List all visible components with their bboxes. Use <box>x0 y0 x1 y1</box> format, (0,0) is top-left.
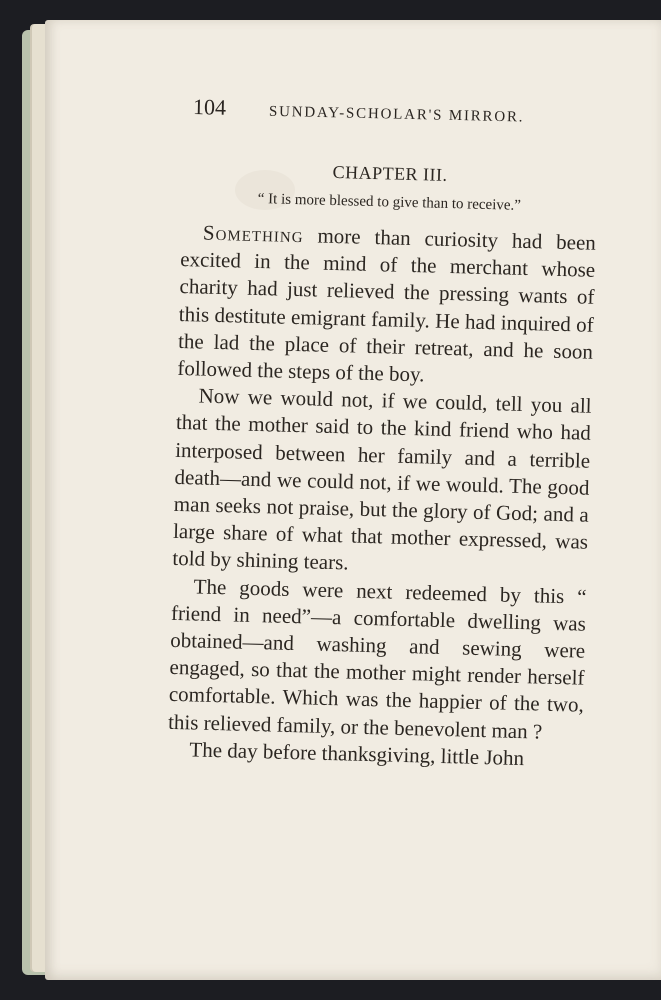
paragraph-4: The day before thanksgiving, little John <box>189 737 525 770</box>
body-text <box>167 155 598 774</box>
book-page <box>45 20 661 980</box>
paragraph-1 <box>177 219 596 393</box>
page-number: 104 <box>192 94 227 120</box>
paragraph-3: The goods were next redeemed by this “ friend in need”—a comfortable dwelling was obtained—and washing and sewing were engaged, so that the mother might render herself comfortable. Which was the happier of the two, this relieved family, or the benevolent man ? <box>167 574 587 744</box>
running-title: SUNDAY-SCHOLAR'S MIRROR. <box>268 103 525 126</box>
paragraph-2: Now we would not, if we could, tell you all that the mother said to the kind friend who had interposed between her family and a terrible death—and we could not, if we would. The good man seeks not praise, but the glory of God; and a large share of what that mother expressed, was told by shining tears. <box>172 383 592 575</box>
page-header <box>193 94 634 134</box>
chapter-title: CHAPTER III. <box>332 161 448 185</box>
paragraph-1-lead: Something <box>202 220 304 248</box>
paragraph-1-text: more than curiosity had been excited in the mind of the merchant whose charity had just relieved the pressing wants of this destitute emigrant family. He had inquired of the lad the place of their retreat, and he soon followed the steps of the boy. <box>177 223 597 387</box>
epigraph: “ It is more blessed to give than to receive.” <box>257 190 522 214</box>
